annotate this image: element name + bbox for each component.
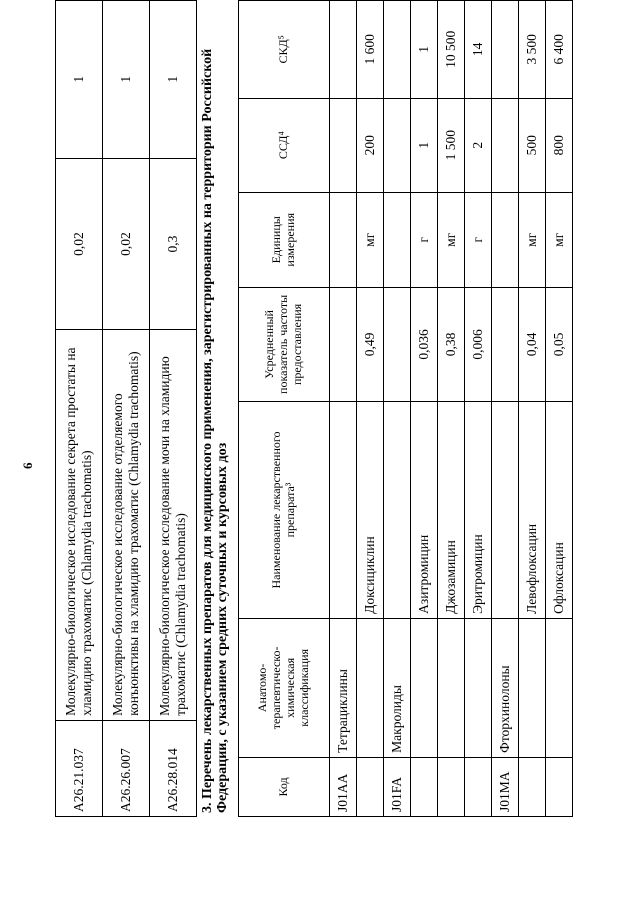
group-code: J01FA [384,757,411,816]
drug-indicator: 0,05 [546,287,573,401]
drug-units: г [411,192,438,287]
group-atc: Тетрациклины [330,618,357,757]
service-multiplicity: 1 [103,1,150,159]
service-code: A26.28.014 [150,720,197,816]
drug-name: Офлоксацин [546,402,573,619]
drug-skd: 10 500 [438,1,465,99]
table-header-row [239,1,330,817]
service-description: Молекулярно-биологическое исследование отделяемого конъюнктивы на хламидию трахоматис (Chlamydia trachomatis) [103,330,150,720]
drug-name: Джозамицин [438,402,465,619]
service-frequency: 0,3 [150,158,197,330]
drug-skd: 3 500 [519,1,546,99]
service-multiplicity: 1 [150,1,197,159]
drug-units: мг [438,192,465,287]
drug-ssd: 500 [519,98,546,192]
drug-skd: 6 400 [546,1,573,99]
header-atc: Анатомо-терапевтическо-химическая классификация [239,618,330,757]
service-multiplicity: 1 [56,1,103,159]
group-row [384,1,411,817]
drug-ssd: 800 [546,98,573,192]
drug-ssd: 1 500 [438,98,465,192]
drug-skd: 14 [465,1,492,99]
drug-skd: 1 600 [357,1,384,99]
drug-indicator: 0,04 [519,287,546,401]
header-indicator: Усредненный показатель частоты предоставления [239,287,330,401]
drug-ssd: 200 [357,98,384,192]
service-frequency: 0,02 [103,158,150,330]
group-atc: Фторхинолоны [492,618,519,757]
service-frequency: 0,02 [56,158,103,330]
group-row [330,1,357,817]
header-drug-name: Наименование лекарственного препарата³ [239,402,330,619]
header-code: Код [239,757,330,816]
drug-ssd: 2 [465,98,492,192]
table-row [56,1,103,817]
drug-row [357,1,384,817]
section-title: 3. Перечень лекарственных препаратов для медицинского применения, зарегистрированных на территории Российской Федерации, с указанием средних суточных и курсовых доз [200,48,231,813]
group-atc: Макролиды [384,618,411,757]
page-number: 6 [20,462,35,469]
drug-row [465,1,492,817]
drug-name: Левофлоксацин [519,402,546,619]
service-description: Молекулярно-биологическое исследование мочи на хламидию трахоматис (Chlamydia trachomatis) [150,330,197,720]
drug-ssd: 1 [411,98,438,192]
drug-name: Эритромицин [465,402,492,619]
drug-units: мг [519,192,546,287]
service-code: A26.21.037 [56,720,103,816]
drug-row [519,1,546,817]
drug-indicator: 0,006 [465,287,492,401]
drug-units: мг [546,192,573,287]
drug-row [438,1,465,817]
services-table [55,0,197,817]
service-description: Молекулярно-биологическое исследование секрета простаты на хламидию трахоматис (Chlamydia trachomatis) [56,330,103,720]
drugs-table [238,0,573,817]
drug-indicator: 0,49 [357,287,384,401]
drug-units: мг [357,192,384,287]
drug-row [546,1,573,817]
drug-row [411,1,438,817]
header-ssd: ССД⁴ [239,98,330,192]
drug-units: г [465,192,492,287]
drug-indicator: 0,036 [411,287,438,401]
group-code: J01MA [492,757,519,816]
drug-name: Доксициклин [357,402,384,619]
drug-skd: 1 [411,1,438,99]
header-skd: СКД⁵ [239,1,330,99]
header-units: Единицы измерения [239,192,330,287]
table-row [150,1,197,817]
service-code: A26.26.007 [103,720,150,816]
group-code: J01AA [330,757,357,816]
drug-name: Азитромицин [411,402,438,619]
drug-indicator: 0,38 [438,287,465,401]
table-row [103,1,150,817]
group-row [492,1,519,817]
